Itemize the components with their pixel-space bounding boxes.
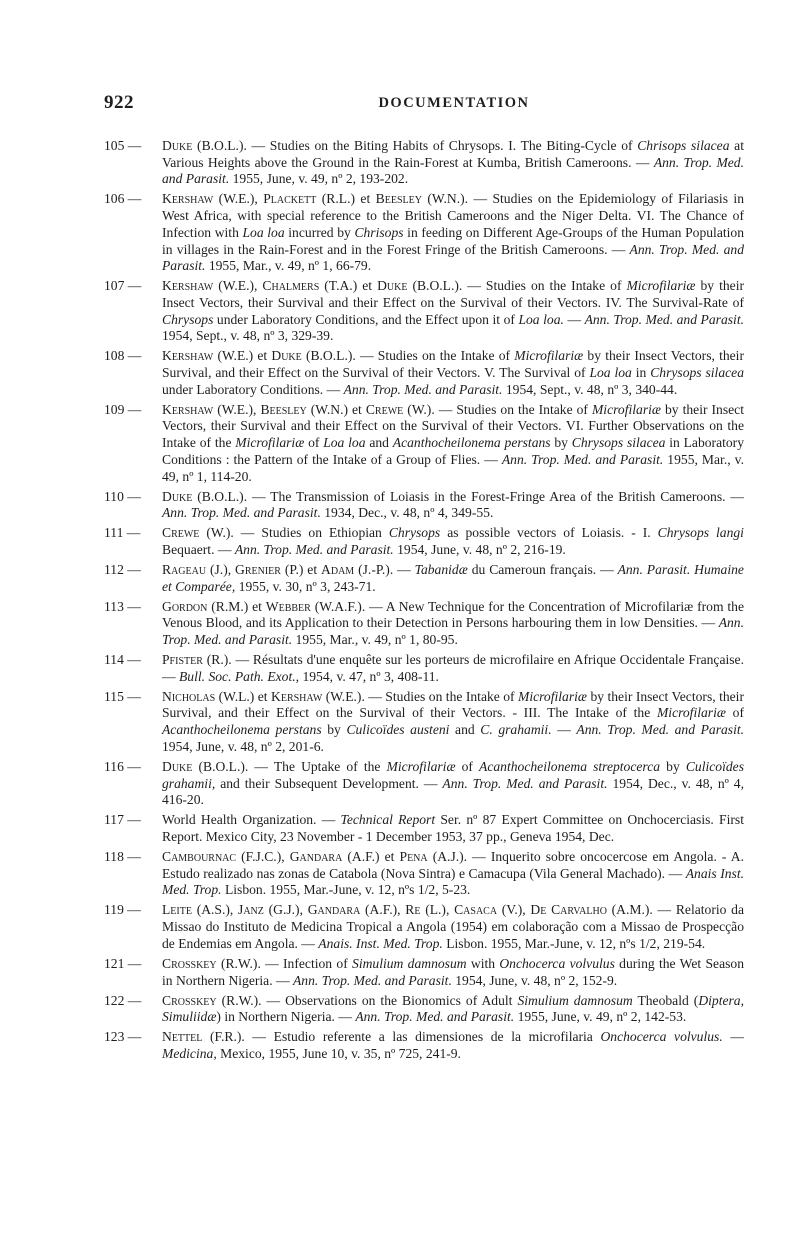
- reference-text: in: [631, 365, 651, 381]
- italic-text: Anais Inst. Med. Trop.: [162, 865, 744, 898]
- reference-text: (F.R.). — Estudio referente a las dimensiones de la microfilaria: [202, 1029, 601, 1045]
- reference-text: and their Subsequent Development. —: [215, 775, 443, 791]
- italic-text: Ann. Trop. Med. and Parasit.: [355, 1009, 515, 1025]
- reference-number: 107 —: [104, 278, 142, 294]
- italic-text: Culicoïdes austeni: [346, 722, 450, 738]
- author-name: Janz: [238, 902, 264, 918]
- reference-text: by: [321, 722, 347, 738]
- reference-text: Bequaert. —: [162, 541, 235, 557]
- italic-text: Ann. Trop. Med. and Parasit.: [162, 241, 744, 274]
- italic-text: Chrysops silacea: [571, 435, 666, 451]
- italic-text: Simulium damnosum: [517, 992, 633, 1008]
- reference-number: 116 —: [104, 758, 141, 774]
- reference-text: (W.). — Studies on the Intake of: [403, 401, 592, 417]
- reference-number: 110 —: [104, 488, 141, 504]
- italic-text: Technical Report: [340, 812, 436, 828]
- reference-text: 1954, June, v. 48, nº 2, 152-9.: [451, 972, 618, 988]
- reference-text: (A.S.),: [191, 902, 239, 918]
- italic-text: Anais. Inst. Med. Trop.: [318, 935, 443, 951]
- page-number: 922: [104, 92, 134, 113]
- author-name: Duke: [162, 488, 193, 504]
- reference-entry: [104, 599, 744, 649]
- reference-entry: [104, 956, 744, 989]
- reference-text: as possible vectors of Loiasis. - I.: [440, 525, 658, 541]
- reference-text: (V.),: [497, 902, 531, 918]
- author-name: Duke: [377, 278, 408, 294]
- author-name: Adam: [321, 561, 355, 577]
- reference-number: 106 —: [104, 191, 142, 207]
- reference-text: 1954, Sept., v. 48, nº 3, 340-44.: [502, 381, 678, 397]
- reference-text: by their Insect Vectors, their Survival, and their Effect on the Survival of their Vectors. - III. The Intake of the: [162, 688, 744, 721]
- italic-text: Ann. Trop. Med. and Parasit.: [576, 722, 745, 738]
- author-name: De Carvalho: [530, 902, 607, 918]
- italic-text: Loa loa.: [518, 311, 564, 327]
- reference-text: (R.M.) et: [207, 598, 266, 614]
- author-name: Nettel: [162, 1029, 203, 1045]
- reference-text: 1954, v. 47, nº 3, 408-11.: [299, 668, 439, 684]
- reference-text: by their Insect Vectors, their Survival and their Effect on the Survival of their Vectors. VI. Further Observations on the Intake of the: [162, 401, 744, 451]
- author-name: Leite: [162, 902, 192, 918]
- italic-text: Microfilariæ: [626, 278, 696, 294]
- reference-number-text: 112: [104, 561, 124, 577]
- reference-entry: [104, 993, 744, 1026]
- author-name: Beesley: [375, 191, 422, 207]
- italic-text: Microfilariæ: [591, 401, 661, 417]
- reference-number: 114 —: [104, 652, 141, 668]
- author-name: Plackett: [263, 191, 317, 207]
- reference-number: 118 —: [104, 848, 141, 864]
- author-name: Gordon: [162, 598, 208, 614]
- author-name: Crewe: [365, 401, 404, 417]
- italic-text: C. grahamii.: [480, 722, 552, 738]
- reference-text: (B.O.L.). — Studies on the Intake of: [301, 348, 515, 364]
- reference-text: (B.O.L.). — Studies on the Biting Habits of Chrysops. I. The Biting-Cycle of: [192, 138, 638, 153]
- reference-text: and: [449, 722, 481, 738]
- reference-number: 112 —: [104, 561, 141, 577]
- author-name: Cambournac: [162, 848, 237, 864]
- reference-number-text: 113: [104, 598, 124, 614]
- reference-text: (B.O.L.). — Studies on the Intake of: [407, 278, 627, 294]
- author-name: Rageau: [162, 561, 207, 577]
- reference-number-text: 122: [104, 992, 125, 1008]
- reference-number-text: 110: [104, 488, 124, 504]
- italic-text: Ann. Parasit. Humaine et Comparée,: [162, 561, 744, 594]
- italic-text: Onchocerca volvulus: [499, 955, 615, 971]
- author-name: Re: [405, 902, 421, 918]
- reference-text: (P.) et: [280, 561, 322, 577]
- italic-text: Ann. Trop. Med. and Parasit.: [162, 154, 744, 187]
- italic-text: Chrisops silacea: [637, 138, 730, 153]
- author-name: Casaca: [454, 902, 498, 918]
- reference-text: Mexico, 1955, June 10, v. 35, nº 725, 241-9.: [216, 1045, 461, 1061]
- reference-text: (L.),: [420, 902, 455, 918]
- reference-text: (R.L.) et: [316, 191, 376, 207]
- reference-entry: [104, 562, 744, 595]
- reference-text: (R.W.). — Observations on the Bionomics of Adult: [216, 992, 518, 1008]
- reference-text: World Health Organization. —: [162, 812, 341, 828]
- reference-text: 1934, Dec., v. 48, nº 4, 349-55.: [320, 505, 494, 521]
- author-name: Crosskey: [162, 955, 217, 971]
- italic-text: Tabanidæ: [414, 561, 468, 577]
- reference-text: (A.F.),: [360, 902, 406, 918]
- reference-text: of: [725, 705, 744, 721]
- reference-text: by their Insect Vectors, their Survival, and their Effect on the Survival of their Vectors. V. The Survival of: [162, 348, 744, 381]
- author-name: Crewe: [162, 525, 200, 541]
- author-name: Webber: [265, 598, 311, 614]
- reference-text: under Laboratory Conditions, and the Effect upon it of: [213, 311, 519, 327]
- author-name: Gandara: [307, 902, 361, 918]
- author-name: Kershaw: [162, 401, 214, 417]
- italic-text: Microfilariæ: [235, 435, 305, 451]
- reference-text: (J.),: [206, 561, 236, 577]
- italic-text: Diptera, Simuliidæ: [162, 992, 744, 1025]
- reference-text: Lisbon. 1955, Mar.-June, v. 12, nºs 1/2, 5-23.: [221, 882, 471, 898]
- italic-text: Chrysops langi: [657, 525, 744, 541]
- author-name: Beesley: [260, 401, 307, 417]
- reference-text: (J.-P.). —: [354, 561, 415, 577]
- italic-text: Loa loa: [242, 224, 285, 240]
- reference-entry: [104, 812, 744, 845]
- reference-number-text: 108: [104, 348, 125, 364]
- reference-number: 108 —: [104, 348, 142, 364]
- reference-number-text: 121: [104, 955, 125, 971]
- reference-number: 105 —: [104, 138, 142, 153]
- italic-text: Ann. Trop. Med. and Parasit.: [234, 541, 394, 557]
- italic-text: Loa loa: [323, 435, 366, 451]
- author-name: Kershaw: [271, 688, 323, 704]
- reference-number: 123 —: [104, 1029, 142, 1045]
- author-name: Pena: [399, 848, 428, 864]
- reference-text: 1954, Sept., v. 48, nº 3, 329-39.: [162, 328, 334, 344]
- reference-number-text: 111: [104, 525, 124, 541]
- italic-text: Chrysops: [388, 525, 441, 541]
- reference-text: (W.E.),: [213, 278, 263, 294]
- reference-number-text: 105: [104, 138, 125, 153]
- reference-text: (A.F.) et: [342, 848, 400, 864]
- reference-text: ) in Northern Nigeria. —: [216, 1009, 356, 1025]
- reference-text: during the Wet Season in Northern Nigeria. —: [162, 955, 744, 988]
- italic-text: Acanthocheilonema perstans: [162, 722, 322, 738]
- italic-text: Onchocerca volvulus.: [600, 1029, 723, 1045]
- reference-entry: [104, 1029, 744, 1062]
- italic-text: Ann. Trop. Med. and Parasit.: [343, 381, 503, 397]
- author-name: Kershaw: [162, 348, 214, 364]
- reference-entry: [104, 489, 744, 522]
- reference-number-text: 114: [104, 652, 124, 668]
- author-name: Duke: [271, 348, 302, 364]
- italic-text: Ann. Trop. Med. and Parasit.: [293, 972, 452, 988]
- italic-text: Chrysops: [162, 311, 214, 327]
- reference-text: (W.). — Studies on Ethiopian: [199, 525, 389, 541]
- reference-text: (F.J.C.),: [236, 848, 290, 864]
- reference-entry: [104, 525, 744, 558]
- reference-text: (W.A.F.). — A New Technique for the Concentration of Microfilariæ from the Venous Blood, and its Application to their Detection in Persons harbouring them in low Densities. —: [162, 598, 744, 631]
- author-name: Grenier: [235, 561, 281, 577]
- reference-number-text: 109: [104, 401, 125, 417]
- reference-text: (B.O.L.). — The Uptake of the: [192, 758, 387, 774]
- reference-text: —: [551, 722, 577, 738]
- reference-text: with: [466, 955, 500, 971]
- author-name: Nicholas: [162, 688, 216, 704]
- italic-text: Chrisops: [354, 224, 404, 240]
- author-name: Chalmers: [262, 278, 320, 294]
- reference-text: (W.E.). — Studies on the Intake of: [322, 688, 519, 704]
- author-name: Crosskey: [162, 992, 217, 1008]
- reference-number-text: 115: [104, 688, 124, 704]
- italic-text: Bull. Soc. Path. Exot.,: [179, 668, 300, 684]
- reference-text: Ser. nº 87 Expert Committee on Onchocerciasis. First Report. Mexico City, 23 November - 1 December 1953, 37 pp., Geneva 1954, Dec.: [162, 812, 744, 844]
- italic-text: Ann. Trop. Med. and Parasit.: [442, 775, 608, 791]
- reference-entry: [104, 348, 744, 398]
- reference-list: [104, 138, 744, 1066]
- italic-text: Microfilariæ: [518, 688, 587, 704]
- reference-number: 113 —: [104, 598, 141, 614]
- reference-number-text: 119: [104, 902, 124, 918]
- italic-text: Loa loa: [589, 365, 632, 381]
- reference-text: (T.A.) et: [319, 278, 378, 294]
- reference-number: 115 —: [104, 688, 141, 704]
- reference-entry: [104, 652, 744, 685]
- reference-text: by their Insect Vectors, their Survival and their Effect on the Survival of their Vectors. IV. The Survival-Rate of: [162, 278, 744, 310]
- reference-text: (G.J.),: [263, 902, 308, 918]
- reference-text: (W.E.),: [213, 191, 264, 207]
- reference-text: of: [455, 758, 480, 774]
- reference-number-text: 106: [104, 191, 125, 207]
- page-header: [104, 92, 744, 116]
- italic-text: Acanthocheilonema perstans: [392, 435, 551, 451]
- reference-text: (R.W.). — Infection of: [216, 955, 353, 971]
- author-name: Kershaw: [162, 278, 214, 294]
- reference-entry: [104, 849, 744, 899]
- reference-text: (B.O.L.). — The Transmission of Loiasis in the Forest-Fringe Area of the British Cameroons. —: [192, 488, 744, 504]
- reference-text: (W.E.) et: [213, 348, 272, 364]
- reference-entry: [104, 191, 744, 275]
- italic-text: Acanthocheilonema streptocerca: [479, 758, 661, 774]
- reference-text: Theobald (: [632, 992, 699, 1008]
- italic-text: Chrysops silacea: [650, 365, 744, 381]
- reference-text: (A.M.). — Relatorio da Missao do Instituto de Medicina Tropical a Angola (1954) em colaboração com a Missao de Prospecção de Endemias em Angola. —: [162, 902, 744, 951]
- italic-text: Ann. Trop. Med. and Parasit.: [501, 451, 664, 467]
- reference-text: —: [722, 1029, 744, 1045]
- reference-text: incurred by: [284, 224, 355, 240]
- italic-text: Medicina,: [162, 1045, 217, 1061]
- reference-entry: [104, 759, 744, 809]
- reference-number: 119 —: [104, 902, 141, 918]
- italic-text: Ann. Trop. Med. and Parasit.: [162, 505, 321, 521]
- reference-text: by: [550, 435, 572, 451]
- reference-number-text: 123: [104, 1029, 125, 1045]
- reference-text: 1955, June, v. 49, nº 2, 193-202.: [229, 171, 409, 187]
- author-name: Gandara: [289, 848, 343, 864]
- reference-number-text: 116: [104, 758, 124, 774]
- reference-text: by: [660, 758, 686, 774]
- italic-text: Ann. Trop. Med. and Parasit.: [162, 615, 744, 648]
- italic-text: Microfilariæ: [656, 705, 726, 721]
- reference-text: 1955, Mar., v. 49, nº 1, 66-79.: [205, 258, 372, 274]
- italic-text: Culicoïdes grahamii,: [162, 758, 744, 791]
- reference-text: of: [304, 435, 324, 451]
- italic-text: Microfilariæ: [514, 348, 584, 364]
- reference-entry: [104, 278, 744, 345]
- reference-text: in feeding on Different Age-Groups of the Human Population in villages in the Rain-Forest and in the Forest Fringe of the British Cameroons. —: [162, 224, 745, 257]
- reference-text: (W.N.) et: [306, 401, 366, 417]
- reference-entry: [104, 902, 744, 952]
- running-title: DOCUMENTATION: [378, 95, 530, 111]
- reference-entry: [104, 138, 744, 188]
- reference-entry: [104, 689, 744, 756]
- reference-text: (W.L.) et: [215, 688, 272, 704]
- reference-text: (W.E.),: [213, 401, 261, 417]
- reference-number-text: 107: [104, 278, 125, 294]
- reference-number-text: 118: [104, 848, 124, 864]
- reference-text: 1955, Mar., v. 49, nº 1, 114-20.: [162, 451, 744, 484]
- reference-number: 117 —: [104, 812, 141, 828]
- reference-text: (A.J.). — Inquerito sobre oncocercose em Angola. - A. Estudo realizado nas zonas de Catabola (Nova Sintra) e Camacupa (Vila General Machado). —: [162, 848, 744, 881]
- reference-text: Lisbon. 1955, Mar.-June, v. 12, nºs 1/2, 219-54.: [442, 935, 706, 951]
- author-name: Pfister: [162, 652, 203, 668]
- italic-text: Ann. Trop. Med. and Parasit.: [584, 311, 744, 327]
- reference-number: 122 —: [104, 992, 142, 1008]
- reference-number: 121 —: [104, 955, 142, 971]
- author-name: Duke: [162, 138, 193, 153]
- reference-text: 1954, June, v. 48, nº 2, 201-6.: [162, 738, 324, 754]
- reference-text: in Laboratory Conditions : the Pattern of the Intake of a Group of Flies. —: [162, 435, 745, 467]
- reference-text: (R.). — Résultats d'une enquête sur les porteurs de microfilaire en Afrique Occidentale Française. —: [162, 652, 744, 684]
- reference-text: 1955, v. 30, nº 3, 243-71.: [235, 578, 376, 594]
- author-name: Duke: [162, 758, 193, 774]
- reference-text: and: [365, 435, 393, 451]
- author-name: Kershaw: [162, 191, 214, 207]
- italic-text: Simulium damnosum: [352, 955, 467, 971]
- reference-number: 111 —: [104, 525, 141, 541]
- reference-text: 1955, Mar., v. 49, nº 1, 80-95.: [292, 632, 458, 648]
- reference-text: 1954, June, v. 48, nº 2, 216-19.: [393, 541, 566, 557]
- reference-text: (W.N.). — Studies on the Epidemiology of Filariasis in West Africa, with special reference to the British Cameroons and the Niger Delta. VI. The Chance of Infection with: [162, 191, 744, 240]
- reference-entry: [104, 402, 744, 486]
- reference-text: 1955, June, v. 49, nº 2, 142-53.: [514, 1009, 687, 1025]
- reference-number: 109 —: [104, 401, 142, 417]
- reference-text: under Laboratory Conditions. —: [162, 381, 344, 397]
- reference-number-text: 117: [104, 812, 124, 828]
- italic-text: Microfilariæ: [386, 758, 456, 774]
- reference-text: at Various Heights above the Ground in the Rain-Forest at Kumba, British Cameroons. —: [162, 138, 744, 170]
- reference-text: 1954, Dec., v. 48, nº 4, 416-20.: [162, 775, 744, 808]
- reference-text: —: [563, 311, 585, 327]
- reference-text: du Cameroun français. —: [467, 561, 618, 577]
